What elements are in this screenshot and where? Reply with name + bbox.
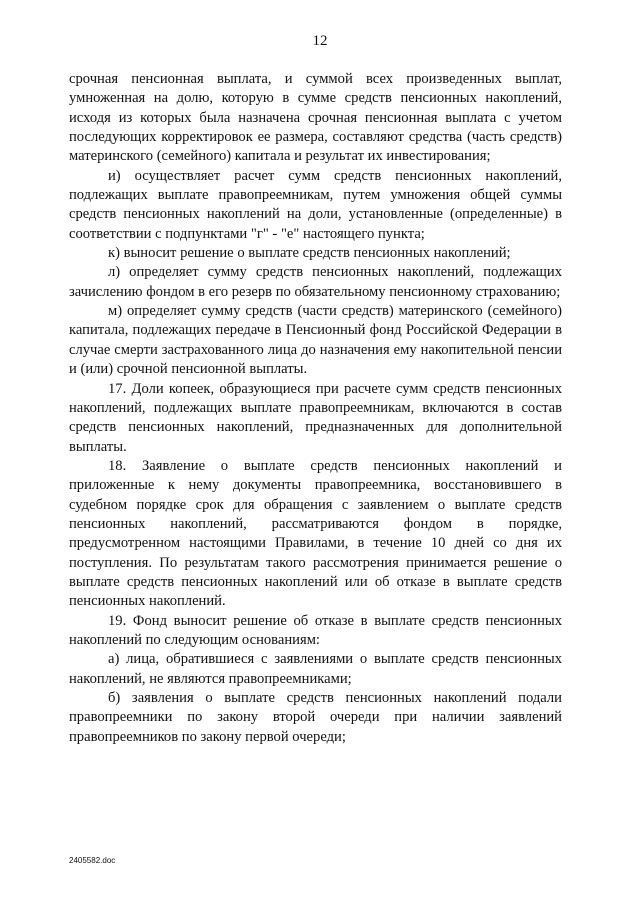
- paragraph-18: 18. Заявление о выплате средств пенсионных накоплений и приложенные к нему документы правопреемника, восстановившего в судебном порядке срок для обращения с заявлением о выплате средств пенсионных накоплений, рассматриваются фондом в порядке, предусмотренном настоящими Правилами, в течение 10 дней со дня их поступления. По результатам такого рассмотрения принимается решение о выплате средств пенсионных накоплений или об отказе в выплате средств пенсионных накоплений.: [69, 457, 562, 610]
- paragraph-item-k: к) выносит решение о выплате средств пенсионных накоплений;: [108, 245, 511, 262]
- paragraph-item-m: м) определяет сумму средств (части средств) материнского (семейного) капитала, подлежащих передаче в Пенсионный фонд Российской Федерации в случае смерти застрахованного лица до назначения ему накопительной пенсии и (или) срочной пенсионной выплаты.: [69, 303, 562, 378]
- paragraph-item-l: л) определяет сумму средств пенсионных накоплений, подлежащих зачислению фондом в его резерв по обязательному пенсионному страхованию;: [69, 264, 562, 300]
- paragraph-19-a: а) лица, обратившиеся с заявлениями о выплате средств пенсионных накоплений, не являются правопреемниками;: [69, 651, 562, 687]
- footer-filename: 2405582.doc: [69, 856, 116, 865]
- paragraph-19-b: б) заявления о выплате средств пенсионных накоплений подали правопреемники по закону второй очереди при наличии заявлений правопреемников по закону первой очереди;: [69, 690, 562, 745]
- paragraph-item-i: и) осуществляет расчет сумм средств пенсионных накоплений, подлежащих выплате правопреемникам, путем умножения общей суммы средств пенсионных накоплений на доли, установленные (определенные) в соответствии с подпунктами "г" - "е" настоящего пункта;: [69, 167, 562, 242]
- page-number: 12: [312, 33, 328, 49]
- paragraph-19: 19. Фонд выносит решение об отказе в выплате средств пенсионных накоплений по следующим основаниям:: [69, 612, 562, 648]
- document-body: [69, 70, 562, 747]
- paragraph-continuation: срочная пенсионная выплата, и суммой всех произведенных выплат, умноженная на долю, которую в сумме средств пенсионных накоплений, исходя из которых была назначена срочная пенсионная выплата с учетом последующих корректировок ее размера, составляют средства (часть средств) материнского (семейного) капитала и результат их инвестирования;: [69, 71, 562, 165]
- paragraph-17: 17. Доли копеек, образующиеся при расчете сумм средств пенсионных накоплений, подлежащих выплате правопреемникам, включаются в состав средств пенсионных накоплений, предназначенных для дополнительной выплаты.: [69, 380, 562, 455]
